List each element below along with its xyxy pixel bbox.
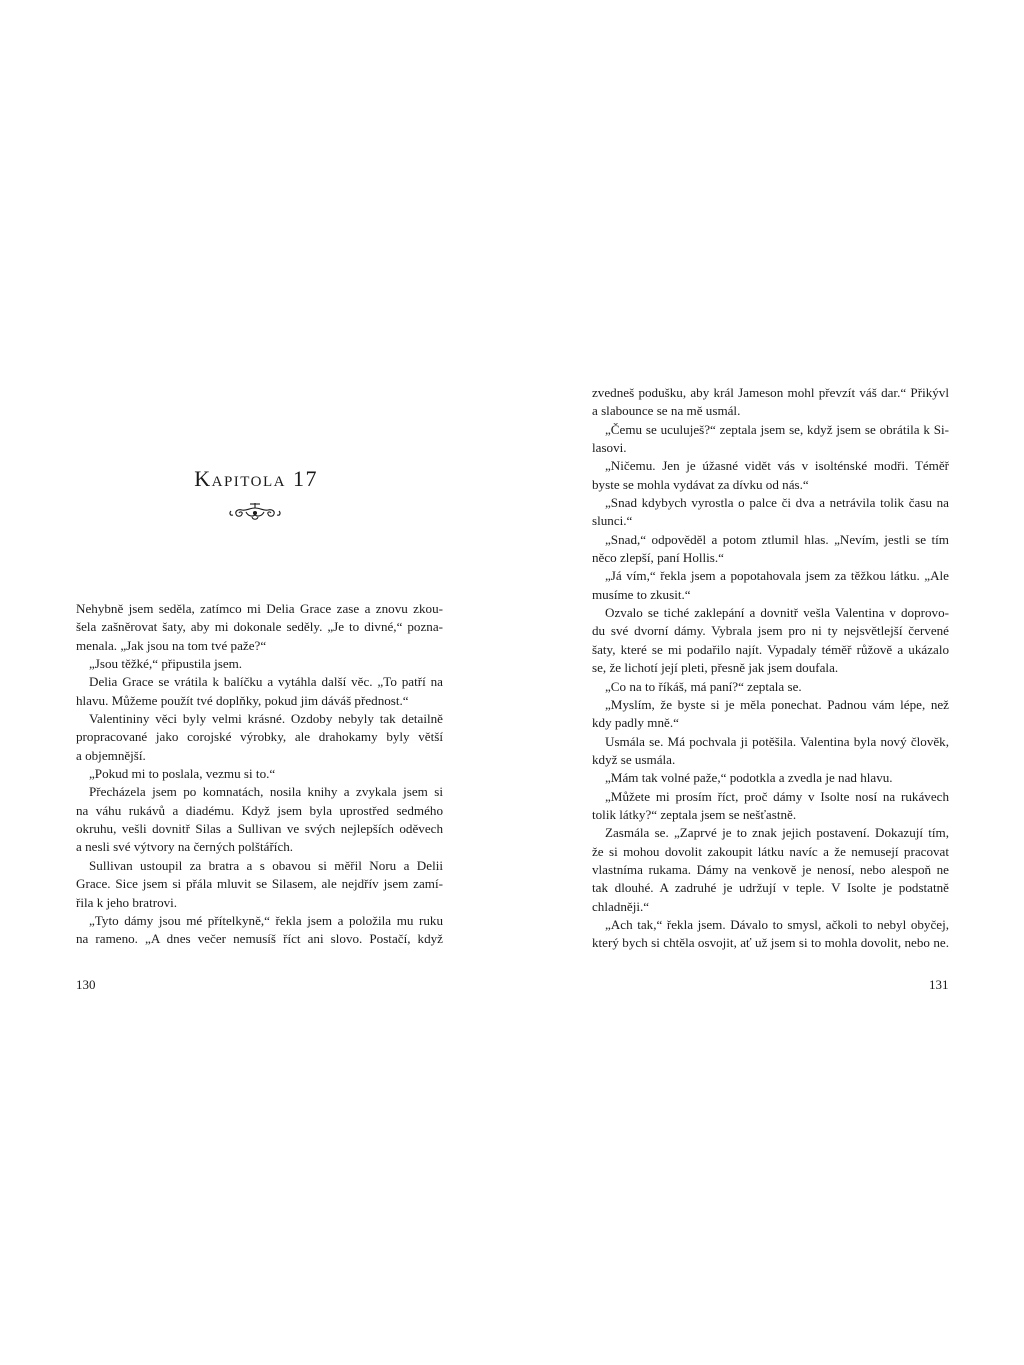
scroll-ornament-icon [226, 499, 284, 523]
text-line: který bych si chtěla osvojit, ať už jsem si to mohla dovolit, nebo ne. [592, 935, 949, 951]
text-line: „Mám tak volné paže,“ podotkla a zvedla je nad hlavu. [605, 770, 893, 786]
text-line: šela zašněrovat šaty, aby mi dokonale seděly. „Je to divné,“ pozna- [76, 619, 443, 635]
text-line: „Tyto dámy jsou mé přítelkyně,“ řekla jsem a položila mu ruku [89, 912, 443, 928]
left-page-body-text [76, 600, 443, 949]
text-line: „Čemu se uculuješ?“ zeptala jsem se, když jsem se obrátila k Si- [605, 421, 949, 437]
text-line: na váhu rukávů a diadému. Když jsem byla uprostřed sedmého [76, 802, 443, 818]
right-page-body-text [592, 384, 949, 953]
text-line: tolik látky?“ zeptala jsem se nešťastně. [592, 806, 797, 822]
text-line: Ozvalo se tiché zaklepání a dovnitř vešla Valentina v doprovo- [605, 605, 949, 621]
text-line: „Co na to říkáš, má paní?“ zeptala se. [605, 678, 802, 694]
text-line: „Snad kdybych vyrostla o palce či dva a netrávila tolik času na [605, 495, 949, 511]
text-line: když se usmála. [592, 751, 676, 767]
text-line: vlastníma rukama. Dámy na venkově je nenosí, nebo alespoň ne [592, 861, 949, 877]
text-line: řila k jeho bratrovi. [76, 894, 178, 910]
text-line: Sullivan ustoupil za bratra a s obavou si měřil Noru a Delii [89, 857, 443, 873]
text-line: du své dvorní dámy. Vybrala jsem pro ni ty nejsvětlejší červené [592, 623, 949, 639]
text-line: tak dlouhé. A zadruhé je udržují v teple. V Isolte je podstatně [592, 880, 949, 896]
text-line: byste se mohla vydávat za dívku od nás.“ [592, 476, 809, 492]
text-line: kdy padly mně.“ [592, 715, 679, 731]
text-line: a nesli své výtvory na černých polštářích. [76, 839, 294, 855]
text-line: Usmála se. Má pochvala ji potěšila. Valentina byla nový člověk, [605, 733, 949, 749]
text-line: Grace. Sice jsem si přála mluvit se Silasem, ale nejdřív jsem zamí- [76, 876, 443, 892]
text-line: „Ničemu. Jen je úžasné vidět vás v isolténské modři. Téměř [605, 458, 949, 474]
text-line: Přecházela jsem po komnatách, nosila knihy a zvykala jsem si [89, 784, 443, 800]
text-line: Nehybně jsem seděla, zatímco mi Delia Grace zase a znovu zkou- [76, 601, 443, 616]
chapter-title: Kapitola 17 [194, 466, 318, 491]
text-line: chladněji.“ [592, 898, 650, 914]
text-line: šaty, které se mi podařilo najít. Vypadaly téměř růžově a ukázalo [592, 641, 949, 657]
page-number-right: 131 [929, 977, 949, 992]
text-line: „Myslím, že byste si je měla ponechat. Padnou vám lépe, než [605, 696, 949, 712]
text-line: Delia Grace se vrátila k balíčku a vytáhla další věc. „To patří na [89, 674, 443, 690]
text-line: propracované jako corojské výrobky, ale drahokamy byly větší [76, 729, 443, 745]
text-line: slunci.“ [592, 513, 633, 529]
right-page [512, 0, 1024, 1365]
text-line: se, že lichotí její pleti, přesně jak jsem doufala. [592, 660, 839, 676]
text-line: na rameno. „A dnes večer nemusíš říct ani slovo. Postačí, když [76, 931, 443, 947]
text-line: „Můžete mi prosím říct, proč dámy v Isolte nosí na rukávech [605, 788, 949, 804]
text-line: hlavu. Můžeme použít tvé doplňky, pokud jim dáváš přednost.“ [76, 692, 409, 708]
page-number-left: 130 [76, 977, 96, 992]
text-line: lasovi. [592, 440, 627, 456]
text-line: menala. „Jak jsou na tom tvé paže?“ [76, 637, 267, 653]
text-line: „Ach tak,“ řekla jsem. Dávalo to smysl, ačkoli to nebyl obyčej, [605, 916, 949, 932]
text-line: Valentininy věci byly velmi krásné. Ozdoby nebyly tak detailně [89, 711, 443, 727]
text-line: a slabounce se na mě usmál. [592, 403, 741, 419]
text-line: okruhu, vešli dovnitř Silas a Sullivan ve svých nejlepších oděvech [76, 821, 443, 837]
text-line: něco zlepší, paní Hollis.“ [592, 550, 724, 566]
text-line: „Já vím,“ řekla jsem a popotahovala jsem za těžkou látku. „Ale [605, 568, 949, 584]
text-line: musíme to zkusit.“ [592, 586, 691, 602]
text-line: „Jsou těžké,“ připustila jsem. [89, 656, 243, 672]
text-line: zvedneš podušku, aby král Jameson mohl převzít váš dar.“ Přikývl [592, 385, 949, 400]
text-line: že si mohou dovolit zakoupit látku navíc a že nemusejí pracovat [592, 843, 949, 859]
text-line: Zasmála se. „Zaprvé je to znak jejich postavení. Dokazují tím, [605, 825, 949, 841]
text-line: „Snad,“ odpověděl a potom ztlumil hlas. „Nevím, jestli se tím [605, 531, 949, 547]
text-line: a objemnější. [76, 747, 146, 763]
text-line: „Pokud mi to poslala, vezmu si to.“ [89, 766, 276, 782]
